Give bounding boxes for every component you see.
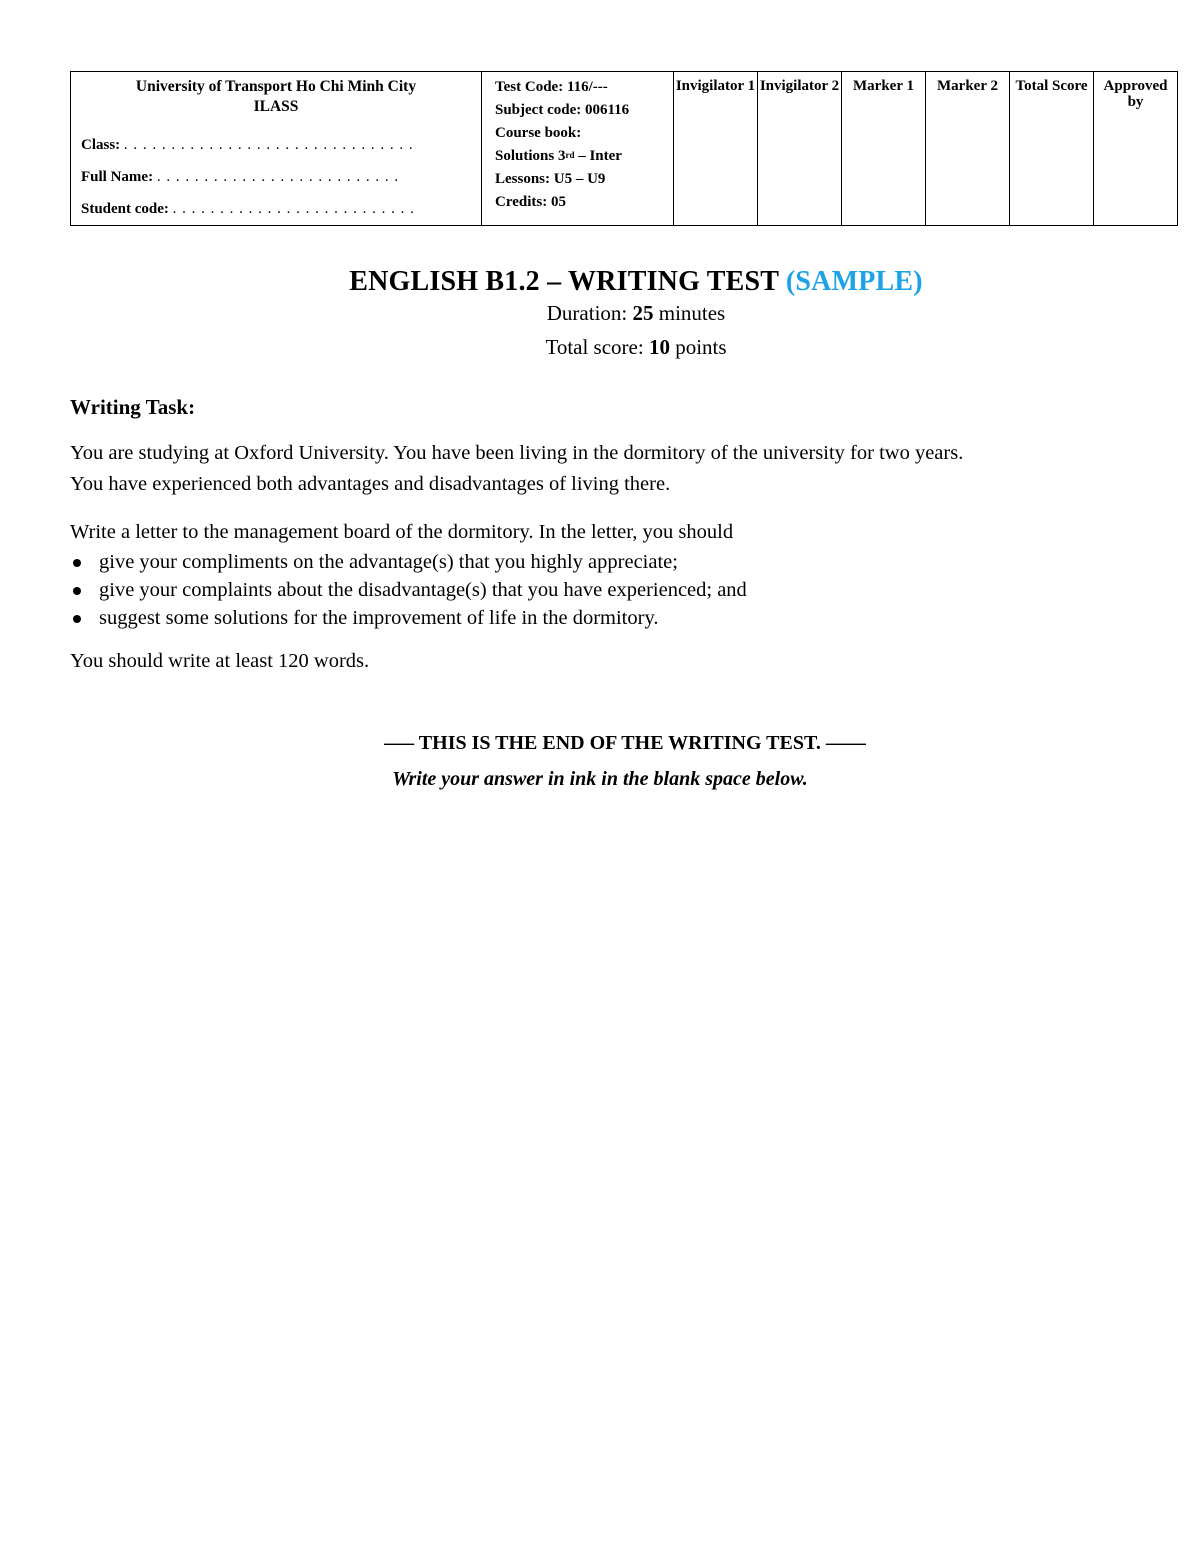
credits: Credits: 05 <box>495 194 566 210</box>
task-bullets <box>70 548 747 632</box>
list-item: give your compliments on the advantage(s) that you highly appreciate; <box>70 548 747 576</box>
answer-area[interactable] <box>70 820 1145 1520</box>
header-table <box>70 71 1178 226</box>
task-intro: You are studying at Oxford University. You have been living in the dormitory of the university for two years. You have experienced both advantages and disadvantages of living there. <box>70 442 964 495</box>
course-book: Course book: <box>495 125 582 141</box>
fullname-field[interactable]: Full Name: . . . . . . . . . . . . . . . . . . . . . . . . . . <box>81 169 400 185</box>
task-heading: Writing Task: <box>70 395 196 419</box>
test-info-cell <box>482 72 674 226</box>
bullet-icon <box>73 587 81 595</box>
approved-by-cell: Approved by <box>1094 72 1178 226</box>
answer-instruction: Write your answer in ink in the blank space below. <box>392 768 808 790</box>
bullet-icon <box>73 559 81 567</box>
lessons: Lessons: U5 – U9 <box>495 171 606 187</box>
student-code-field[interactable]: Student code: . . . . . . . . . . . . . . . . . . . . . . . . . . <box>81 201 415 217</box>
solutions-book: Solutions 3rd – Inter <box>495 148 622 164</box>
invigilator-1-cell: Invigilator 1 <box>674 72 758 226</box>
list-item: suggest some solutions for the improvement of life in the dormitory. <box>70 604 747 632</box>
task-prompt: Write a letter to the management board of the dormitory. In the letter, you should <box>70 521 734 543</box>
total-score-cell: Total Score <box>1010 72 1094 226</box>
marker-2-cell: Marker 2 <box>926 72 1010 226</box>
page-title: ENGLISH B1.2 – WRITING TEST (SAMPLE) <box>349 266 923 297</box>
sample-badge: (SAMPLE) <box>785 266 923 297</box>
class-field[interactable]: Class: . . . . . . . . . . . . . . . . . . . . . . . . . . . . . . . <box>81 137 414 153</box>
invigilator-2-cell: Invigilator 2 <box>758 72 842 226</box>
marker-1-cell: Marker 1 <box>842 72 926 226</box>
duration-line: Duration: 25 minutes <box>546 301 726 325</box>
word-count-note: You should write at least 120 words. <box>70 650 370 672</box>
subject-code: Subject code: 006116 <box>495 102 630 118</box>
student-info-cell <box>71 72 482 226</box>
university-name: University of Transport Ho Chi Minh City ILASS <box>135 78 417 115</box>
list-item: give your complaints about the disadvantage(s) that you have experienced; and <box>70 576 747 604</box>
test-code: Test Code: 116/--- <box>495 79 608 95</box>
end-of-test: ––– THIS IS THE END OF THE WRITING TEST. –––– <box>384 732 866 754</box>
total-score-line: Total score: 10 points <box>545 335 727 359</box>
bullet-icon <box>73 615 81 623</box>
